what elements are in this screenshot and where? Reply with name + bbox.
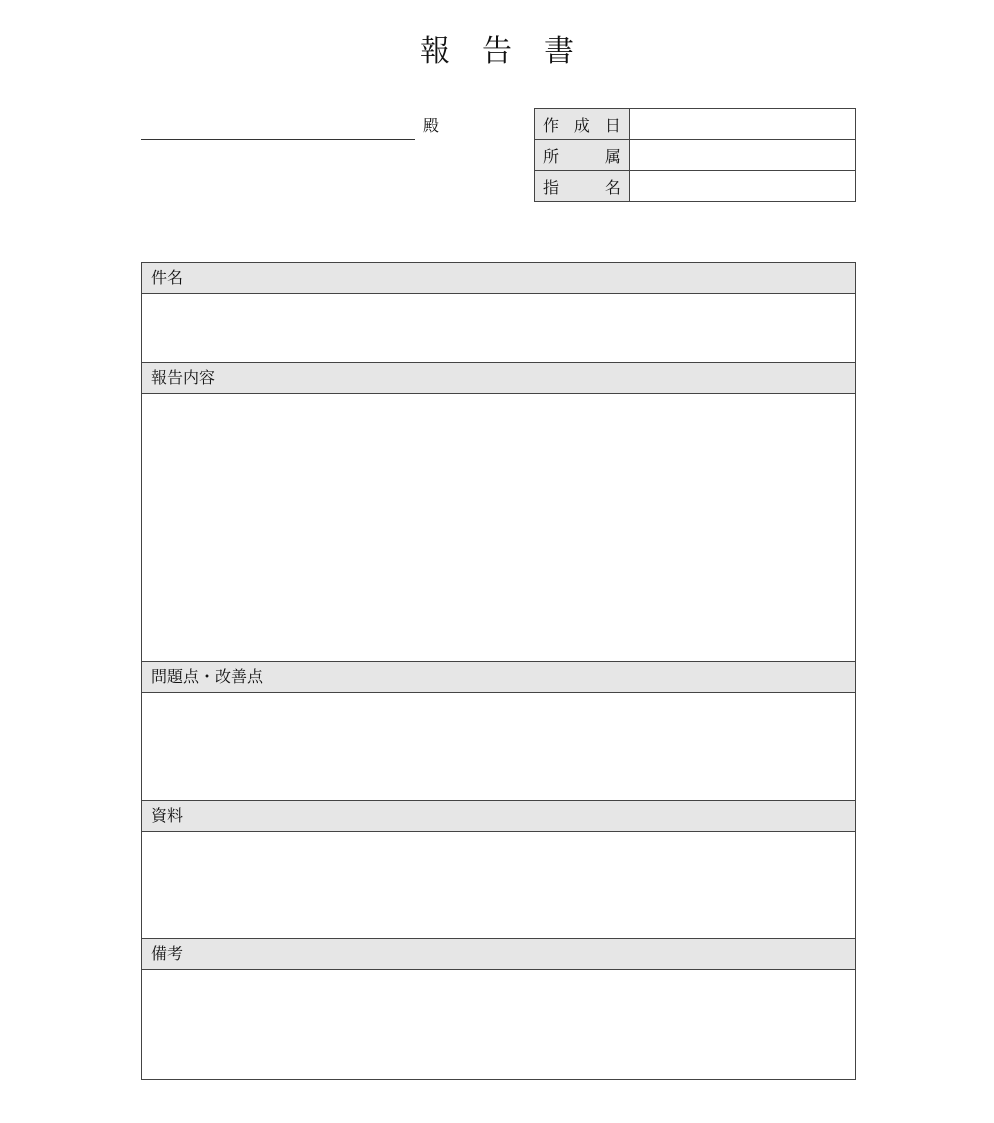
title-char: 書 <box>544 34 574 69</box>
section-header-remarks: 備考 <box>142 939 855 970</box>
subject-field[interactable] <box>142 294 855 363</box>
info-label: 所 属 <box>535 140 630 171</box>
info-label: 指 名 <box>535 171 630 202</box>
document-title <box>0 26 994 70</box>
department-field[interactable] <box>629 140 855 171</box>
name-field[interactable] <box>629 171 855 202</box>
section-header-report-content: 報告内容 <box>142 363 855 394</box>
issues-field[interactable] <box>142 693 855 801</box>
section-header-materials: 資料 <box>142 801 855 832</box>
materials-field[interactable] <box>142 832 855 939</box>
report-content-field[interactable] <box>142 394 855 662</box>
section-header-subject: 件名 <box>142 263 855 294</box>
info-row-name <box>535 171 856 202</box>
addressee-suffix: 殿 <box>423 116 440 135</box>
remarks-field[interactable] <box>142 970 855 1079</box>
info-row-department <box>535 140 856 171</box>
section-header-issues: 問題点・改善点 <box>142 662 855 693</box>
info-row-date <box>535 109 856 140</box>
title-char: 告 <box>482 34 512 69</box>
info-table <box>534 108 856 202</box>
report-form <box>141 262 856 1080</box>
addressee-field[interactable] <box>141 112 415 140</box>
title-char: 報 <box>420 34 450 69</box>
date-field[interactable] <box>629 109 855 140</box>
info-label: 作 成 日 <box>535 109 630 140</box>
